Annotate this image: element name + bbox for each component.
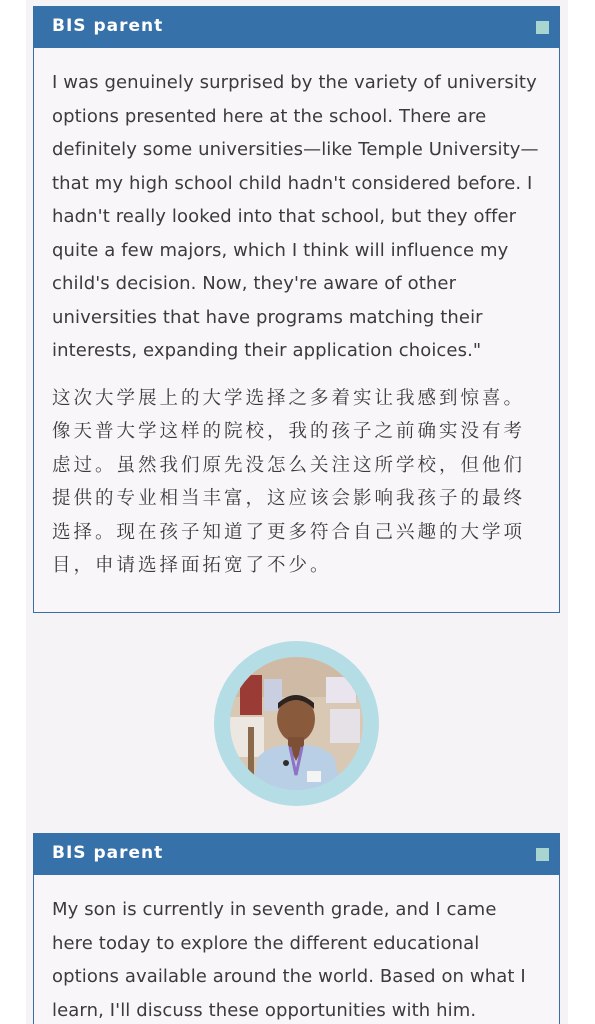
parent-photo-icon: [230, 657, 363, 790]
card-title: BIS parent: [52, 843, 164, 863]
testimonial-card-2: [33, 833, 560, 1024]
card-body: [34, 875, 559, 1024]
avatar: [230, 657, 363, 790]
card-body: [34, 48, 559, 583]
card-header: [34, 6, 559, 48]
english-quote: I was genuinely surprised by the variety of university options presented here at the school. There are definitely some universities—like Temple University—that my high school child hadn't considered before. I hadn't really looked into that school, but they offer quite a few majors, which I think will influence my child's decision. Now, they're aware of other universities that have programs matching their interests, expanding their application choices.": [52, 72, 539, 361]
testimonial-card-1: [33, 6, 560, 613]
square-decoration-icon: [536, 848, 549, 861]
square-decoration-icon: [536, 21, 549, 34]
avatar-ring: [214, 641, 379, 806]
english-quote: My son is currently in seventh grade, and I came here today to explore the different educational options available around the world. Based on what I learn, I'll discuss these opportunities with him.: [52, 899, 526, 1021]
card-header: [34, 833, 559, 875]
chinese-quote: 这次大学展上的大学选择之多着实让我感到惊喜。像天普大学这样的院校，我的孩子之前确实没有考虑过。虽然我们原先没怎么关注这所学校，但他们提供的专业相当丰富，这应该会影响我孩子的最终选择。现在孩子知道了更多符合自己兴趣的大学项目，申请选择面拓宽了不少。: [52, 387, 526, 576]
card-title: BIS parent: [52, 16, 164, 36]
